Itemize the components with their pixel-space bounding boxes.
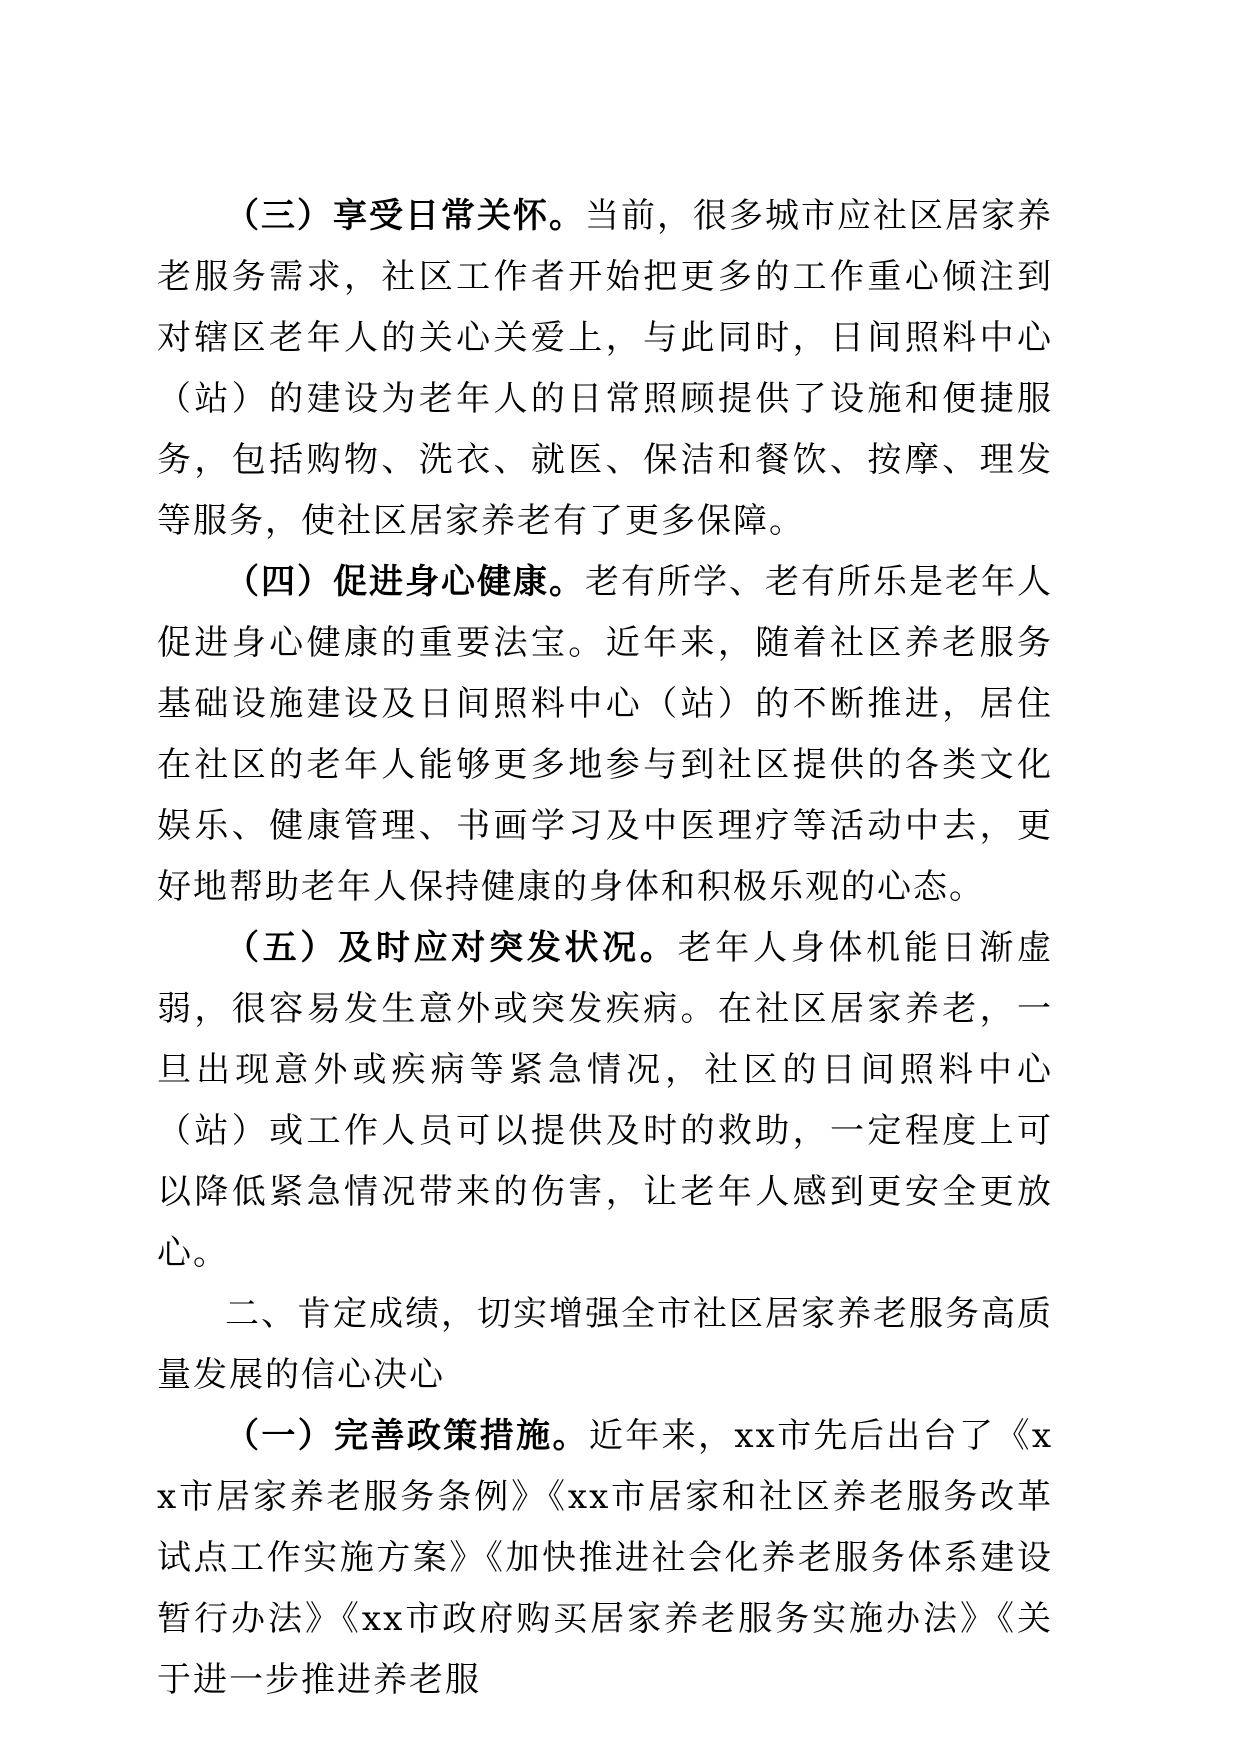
paragraph-text: 老有所学、老有所乐是老年人促进身心健康的重要法宝。近年来，随着社区养老服务基础设施建设及日间照料中心（站）的不断推进，居住在社区的老年人能够更多地参与到社区提供的各类文化娱乐、健康管理、书画学习及中医理疗等活动中去，更好地帮助老年人保持健康的身体和积极乐观的心态。 bbox=[157, 562, 1053, 907]
document-body bbox=[157, 186, 1053, 1711]
paragraph-emergency bbox=[157, 918, 1053, 1284]
paragraph-lead: （三）享受日常关怀。 bbox=[225, 196, 585, 236]
paragraph-lead: （五）及时应对突发状况。 bbox=[225, 928, 678, 968]
paragraph-lead: （四）促进身心健康。 bbox=[225, 562, 585, 602]
paragraph-lead: （一）完善政策措施。 bbox=[225, 1416, 589, 1456]
paragraph-text: 近年来，xx市先后出台了《xx市居家养老服务条例》《xx市居家和社区养老服务改革试点工作实施方案》《加快推进社会化养老服务体系建设暂行办法》《xx市政府购买居家养老服务实施办法》《关于进一步推进养老服 bbox=[157, 1416, 1054, 1700]
paragraph-daily-care bbox=[157, 186, 1053, 552]
paragraph-policy bbox=[157, 1406, 1053, 1711]
paragraph-text: 当前，很多城市应社区居家养老服务需求，社区工作者开始把更多的工作重心倾注到对辖区老年人的关心关爱上，与此同时，日间照料中心（站）的建设为老年人的日常照顾提供了设施和便捷服务，包括购物、洗衣、就医、保洁和餐饮、按摩、理发等服务，使社区居家养老有了更多保障。 bbox=[157, 196, 1053, 541]
paragraph-text: 老年人身体机能日渐虚弱，很容易发生意外或突发疾病。在社区居家养老，一旦出现意外或疾病等紧急情况，社区的日间照料中心（站）或工作人员可以提供及时的救助，一定程度上可以降低紧急情况带来的伤害，让老年人感到更安全更放心。 bbox=[157, 928, 1054, 1273]
paragraph-health bbox=[157, 552, 1053, 918]
section-heading: 二、肯定成绩，切实增强全市社区居家养老服务高质量发展的信心决心 bbox=[157, 1294, 1053, 1395]
